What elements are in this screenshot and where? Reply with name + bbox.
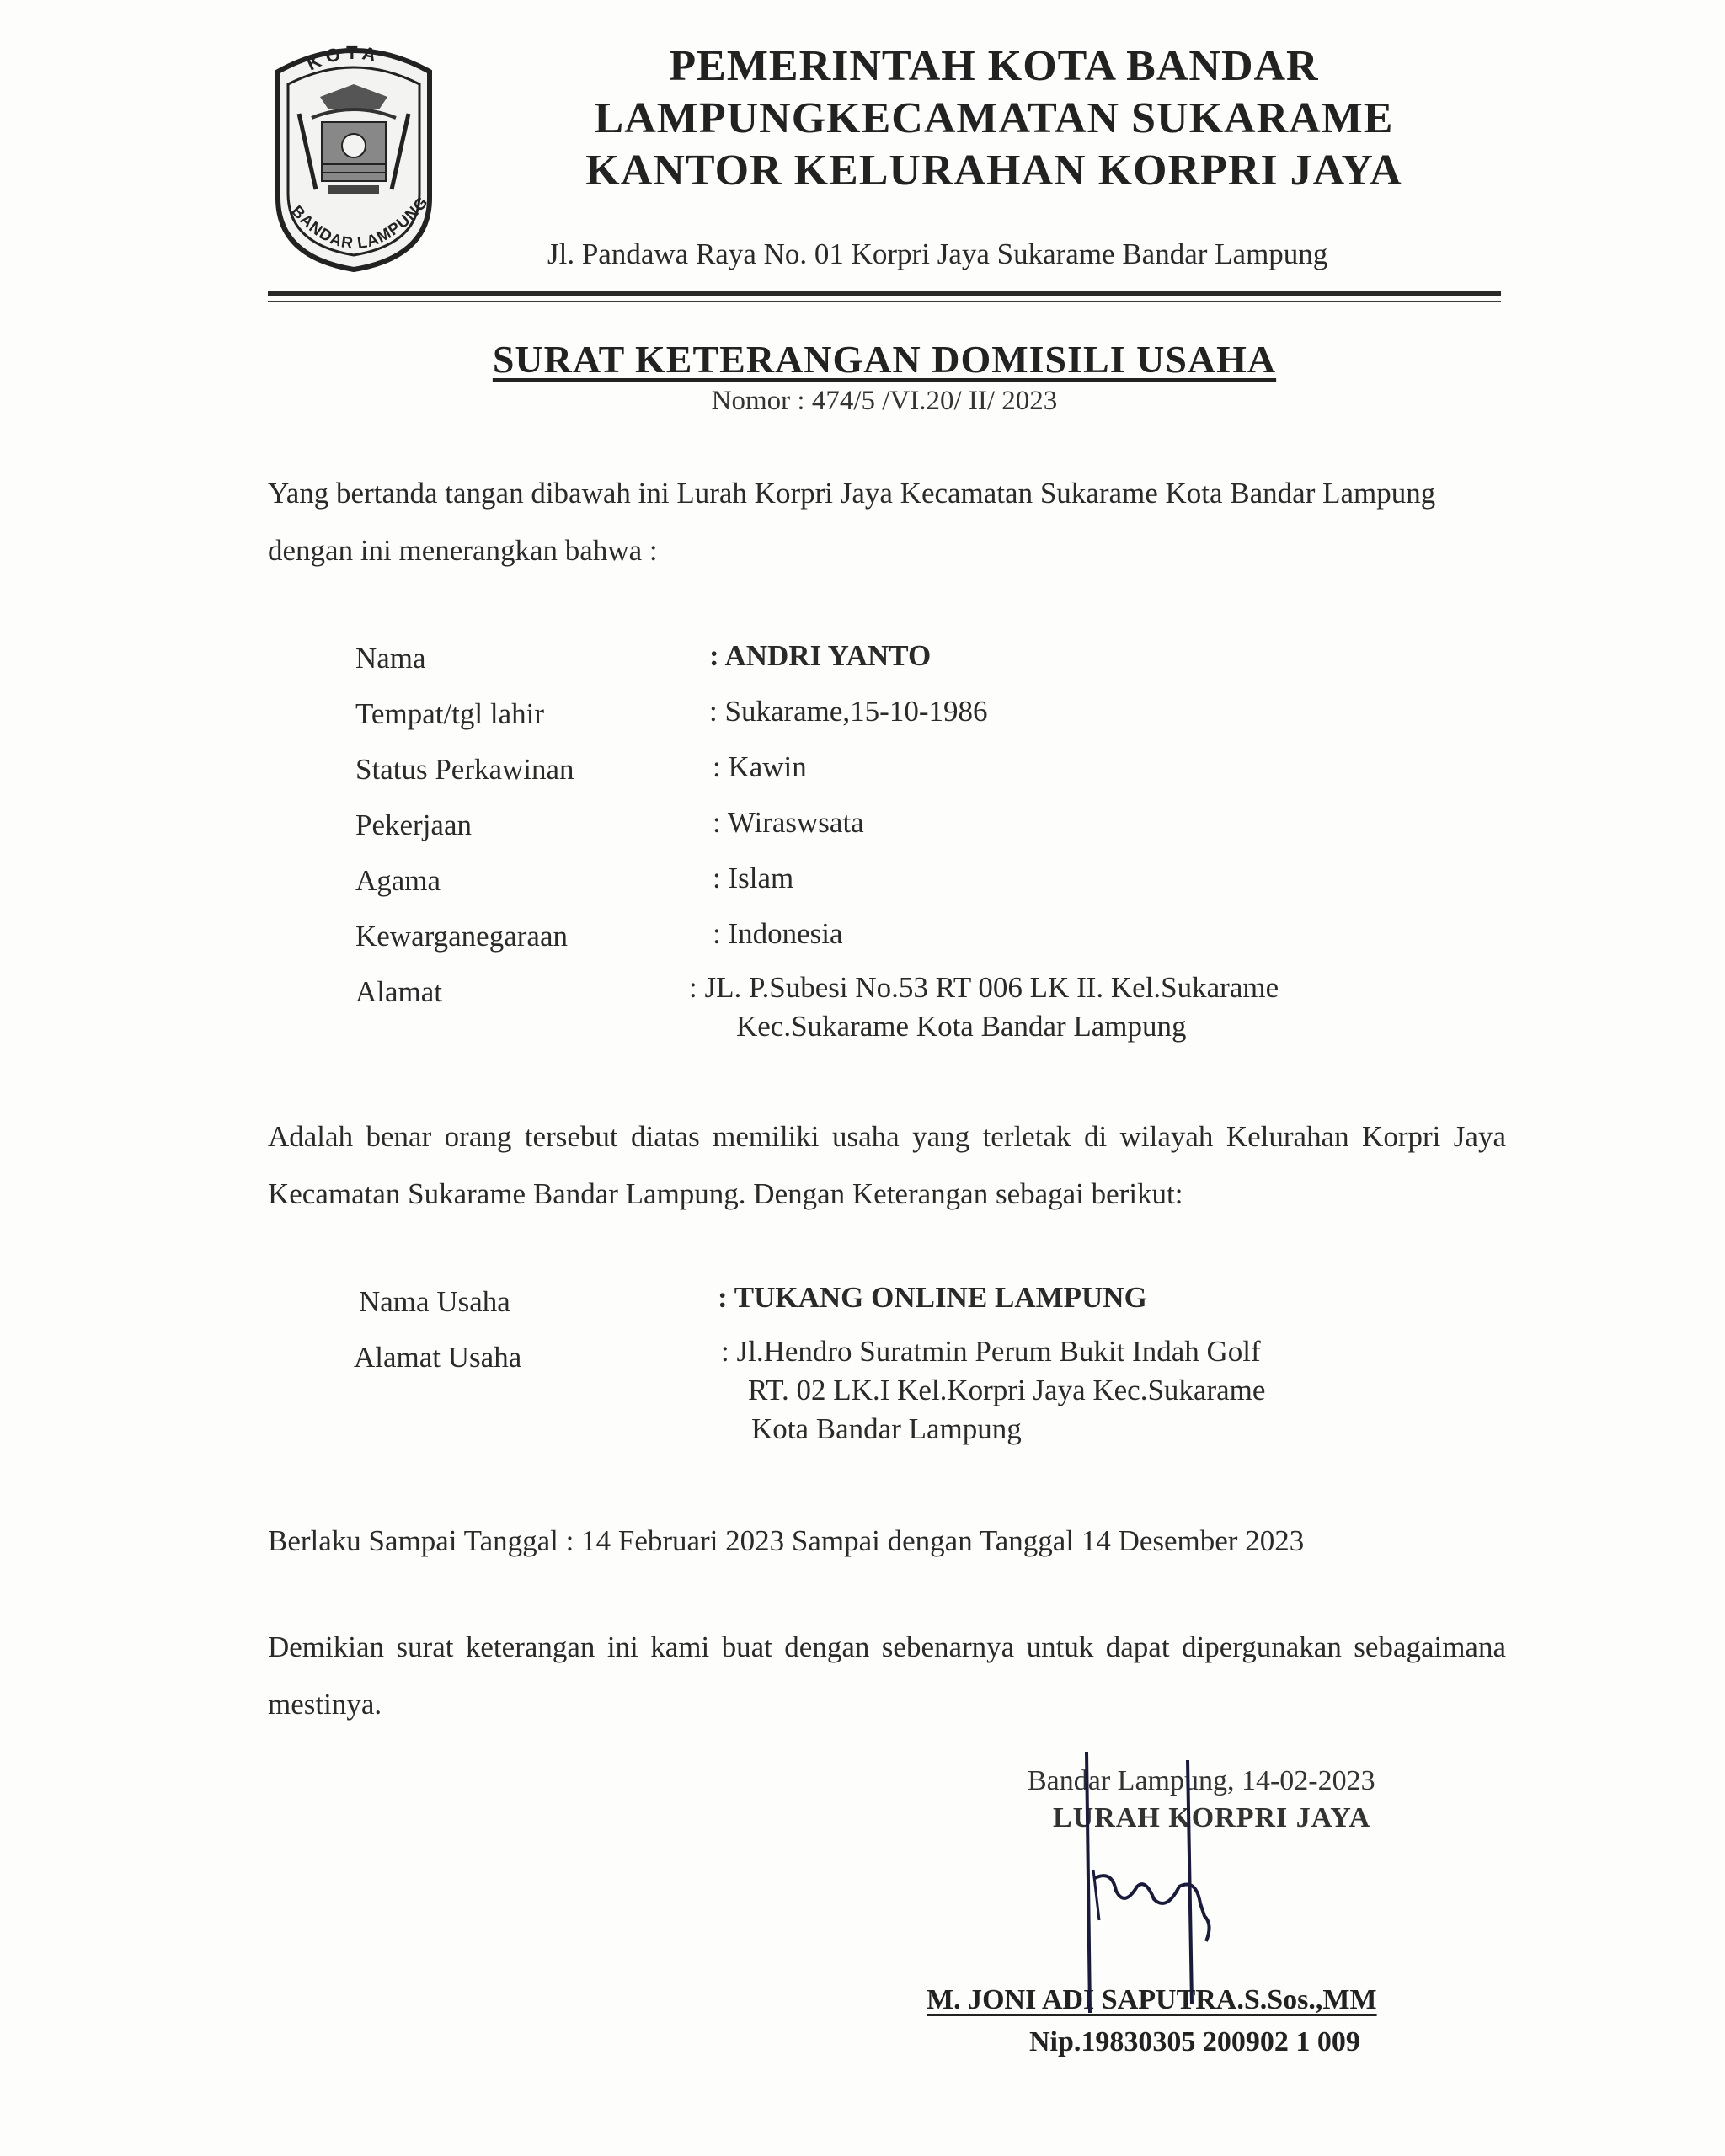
field-label-address: Alamat <box>355 975 443 1008</box>
field-label-marital: Status Perkawinan <box>355 753 574 786</box>
intro-paragraph <box>268 465 1506 579</box>
statement-line-1: Adalah benar orang tersebut diatas memiliki usaha yang terletak di wilayah Kelurahan Korpri Jaya <box>268 1120 1506 1153</box>
svg-text:KOTA: KOTA <box>303 41 383 75</box>
letterhead-line-2: LAMPUNGKECAMATAN SUKARAME <box>594 94 1394 142</box>
letterhead-line-1: PEMERINTAH KOTA BANDAR <box>669 42 1319 90</box>
statement-line-2: Kecamatan Sukarame Bandar Lampung. Dengan Keterangan sebagai berikut: <box>268 1177 1183 1210</box>
signatory-name: M. JONI ADI SAPUTRA.S.Sos.,MM <box>927 1984 1377 2015</box>
letterhead-line-3: KANTOR KELURAHAN KORPRI JAYA <box>585 147 1402 195</box>
svg-text:BANDAR LAMPUNG: BANDAR LAMPUNG <box>287 193 433 253</box>
intro-line-1: Yang bertanda tangan dibawah ini Lurah Korpri Jaya Kecamatan Sukarame Kota Bandar Lampung <box>268 477 1436 510</box>
business-name-label: Nama Usaha <box>359 1285 510 1318</box>
business-address-label: Alamat Usaha <box>354 1341 522 1374</box>
letterhead <box>472 40 1516 197</box>
closing-line-1: Demikian surat keterangan ini kami buat dengan sebenarnya untuk dapat dipergunakan sebagaimana <box>268 1630 1506 1663</box>
field-value-address-1: : JL. P.Subesi No.53 RT 006 LK II. Kel.Sukarame <box>689 971 1279 1004</box>
field-label-religion: Agama <box>355 864 441 897</box>
document-number: Nomor : 474/5 /VI.20/ II/ 2023 <box>711 386 1058 416</box>
document-title: SURAT KETERANGAN DOMISILI USAHA <box>492 338 1277 381</box>
field-value-occupation: : Wiraswsata <box>713 806 864 839</box>
field-label-citizenship: Kewarganegaraan <box>355 920 568 953</box>
statement-paragraph <box>268 1108 1506 1223</box>
header-rule-thick <box>268 291 1501 296</box>
field-label-birth: Tempat/tgl lahir <box>355 697 545 730</box>
signature-title: LURAH KORPRI JAYA <box>1053 1802 1371 1833</box>
business-name-value: : TUKANG ONLINE LAMPUNG <box>718 1281 1147 1314</box>
field-value-address-2: Kec.Sukarame Kota Bandar Lampung <box>736 1010 1187 1043</box>
business-address-line-3: Kota Bandar Lampung <box>751 1412 1022 1445</box>
field-value-religion: : Islam <box>713 862 794 894</box>
validity-statement: Berlaku Sampai Tanggal : 14 Februari 2023 Sampai dengan Tanggal 14 Desember 2023 <box>268 1524 1305 1557</box>
field-value-marital: : Kawin <box>713 750 807 783</box>
closing-paragraph <box>268 1619 1506 1733</box>
business-address-line-2: RT. 02 LK.I Kel.Korpri Jaya Kec.Sukarame <box>748 1374 1266 1406</box>
business-address-line-1: : Jl.Hendro Suratmin Perum Bukit Indah Golf <box>721 1335 1261 1368</box>
field-label-nama: Nama <box>355 642 426 675</box>
closing-line-2: mestinya. <box>268 1688 382 1721</box>
handwritten-signature <box>1061 1743 1247 2021</box>
header-rule-thin <box>268 301 1501 302</box>
field-value-citizenship: : Indonesia <box>713 917 843 950</box>
city-seal-logo <box>270 38 438 274</box>
signatory-nip: Nip.19830305 200902 1 009 <box>1029 2026 1360 2057</box>
intro-line-2: dengan ini menerangkan bahwa : <box>268 534 658 567</box>
signature-place-date: Bandar Lampung, 14-02-2023 <box>1028 1765 1375 1796</box>
field-label-occupation: Pekerjaan <box>355 808 472 841</box>
field-value-birth: : Sukarame,15-10-1986 <box>709 695 988 728</box>
field-value-nama: : ANDRI YANTO <box>709 639 932 672</box>
office-address: Jl. Pandawa Raya No. 01 Korpri Jaya Sukarame Bandar Lampung <box>547 237 1328 270</box>
